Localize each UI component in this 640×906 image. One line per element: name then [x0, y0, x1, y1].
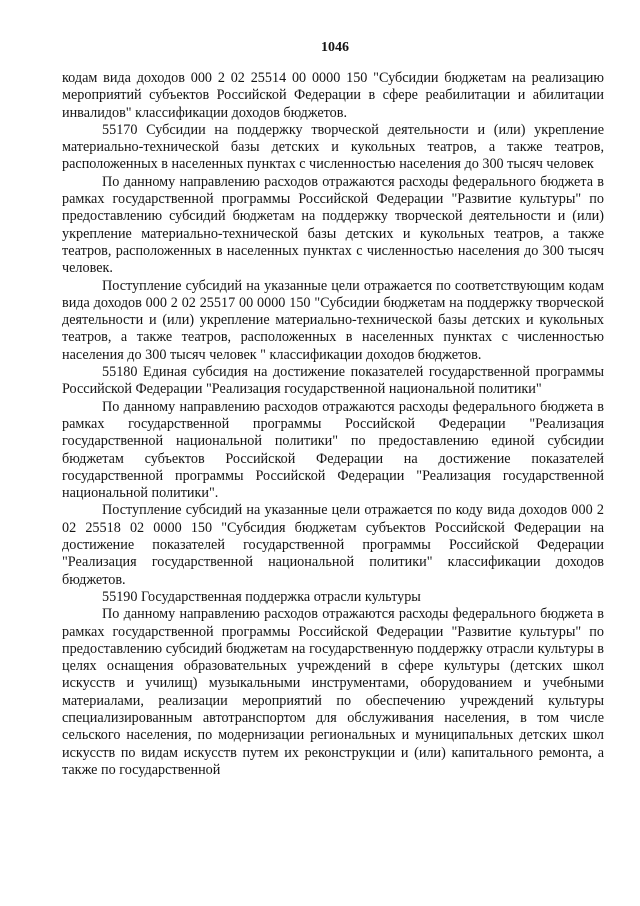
heading-55190: 55190 Государственная поддержка отрасли культуры [102, 588, 421, 605]
paragraph-55190-expenses: По данному направлению расходов отражаются расходы федерального бюджета в рамках государственной программы Российской Федерации "Развитие культуры" по предоставлению субсидий бюджетам на государственную поддержку отрасли культуры в целях оснащения образовательных учреждений в сфере культуры (детских школ искусств и училищ) музыкальными инструментами, оборудованием и учебными материалами, реализации мероприятий по обеспечению учреждений культуры специализированным автотранспортом для обслуживания населения, в том числе сельского населения, по модернизации региональных и муниципальных детских школ искусств по видам искусств путем их реконструкции и (или) капитального ремонта, а также по государственной [62, 606, 604, 778]
document-body [62, 70, 604, 779]
heading-55170: 55170 Субсидии на поддержку творческой деятельности и (или) укрепление материально-технической базы детских и кукольных театров, а также театров, расположенных в населенных пунктах с численностью населения до 300 тысяч человек [62, 121, 604, 173]
page-number: 1046 [321, 40, 349, 55]
paragraph-income-code-55140: кодам вида доходов 000 2 02 25514 00 0000 150 "Субсидии бюджетам на реализацию мероприятий субъектов Российской Федерации в сфере реабилитации и абилитации инвалидов" классификации доходов бюджетов. [62, 70, 604, 121]
paragraph-55180-expenses: По данному направлению расходов отражаются расходы федерального бюджета в рамках государственной программы Российской Федерации "Реализация государственной национальной политики" по предоставлению единой субсидии бюджетам субъектов Российской Федерации на достижение показателей государственной программы Российской Федерации "Реализация государственной национальной политики". [62, 398, 604, 502]
paragraph-55170-expenses: По данному направлению расходов отражаются расходы федерального бюджета в рамках государственной программы Российской Федерации "Развитие культуры" по предоставлению субсидий бюджетам на поддержку творческой деятельности и (или) укрепление материально-технической базы детских и кукольных театров, а также театров, расположенных в населенных пунктах с численностью населения до 300 тысяч человек. [62, 173, 604, 277]
paragraph-55180-income: Поступление субсидий на указанные цели отражается по коду вида доходов 000 2 02 25518 02 0000 150 "Субсидия бюджетам субъектов Российской Федерации на достижение показателей государственной программы Российской Федерации "Реализация государственной национальной политики" классификации доходов бюджетов. [62, 502, 604, 588]
paragraph-55170-income: Поступление субсидий на указанные цели отражается по соответствующим кодам вида доходов 000 2 02 25517 00 0000 150 "Субсидии бюджетам на поддержку творческой деятельности и (или) укрепление материально-технической базы детских и кукольных театров, а также театров, расположенных в населенных пунктах с численностью населения до 300 тысяч человек " классификации доходов бюджетов. [62, 277, 604, 363]
heading-55180: 55180 Единая субсидия на достижение показателей государственной программы Российской Федерации "Реализация государственной национальной политики" [62, 364, 604, 398]
